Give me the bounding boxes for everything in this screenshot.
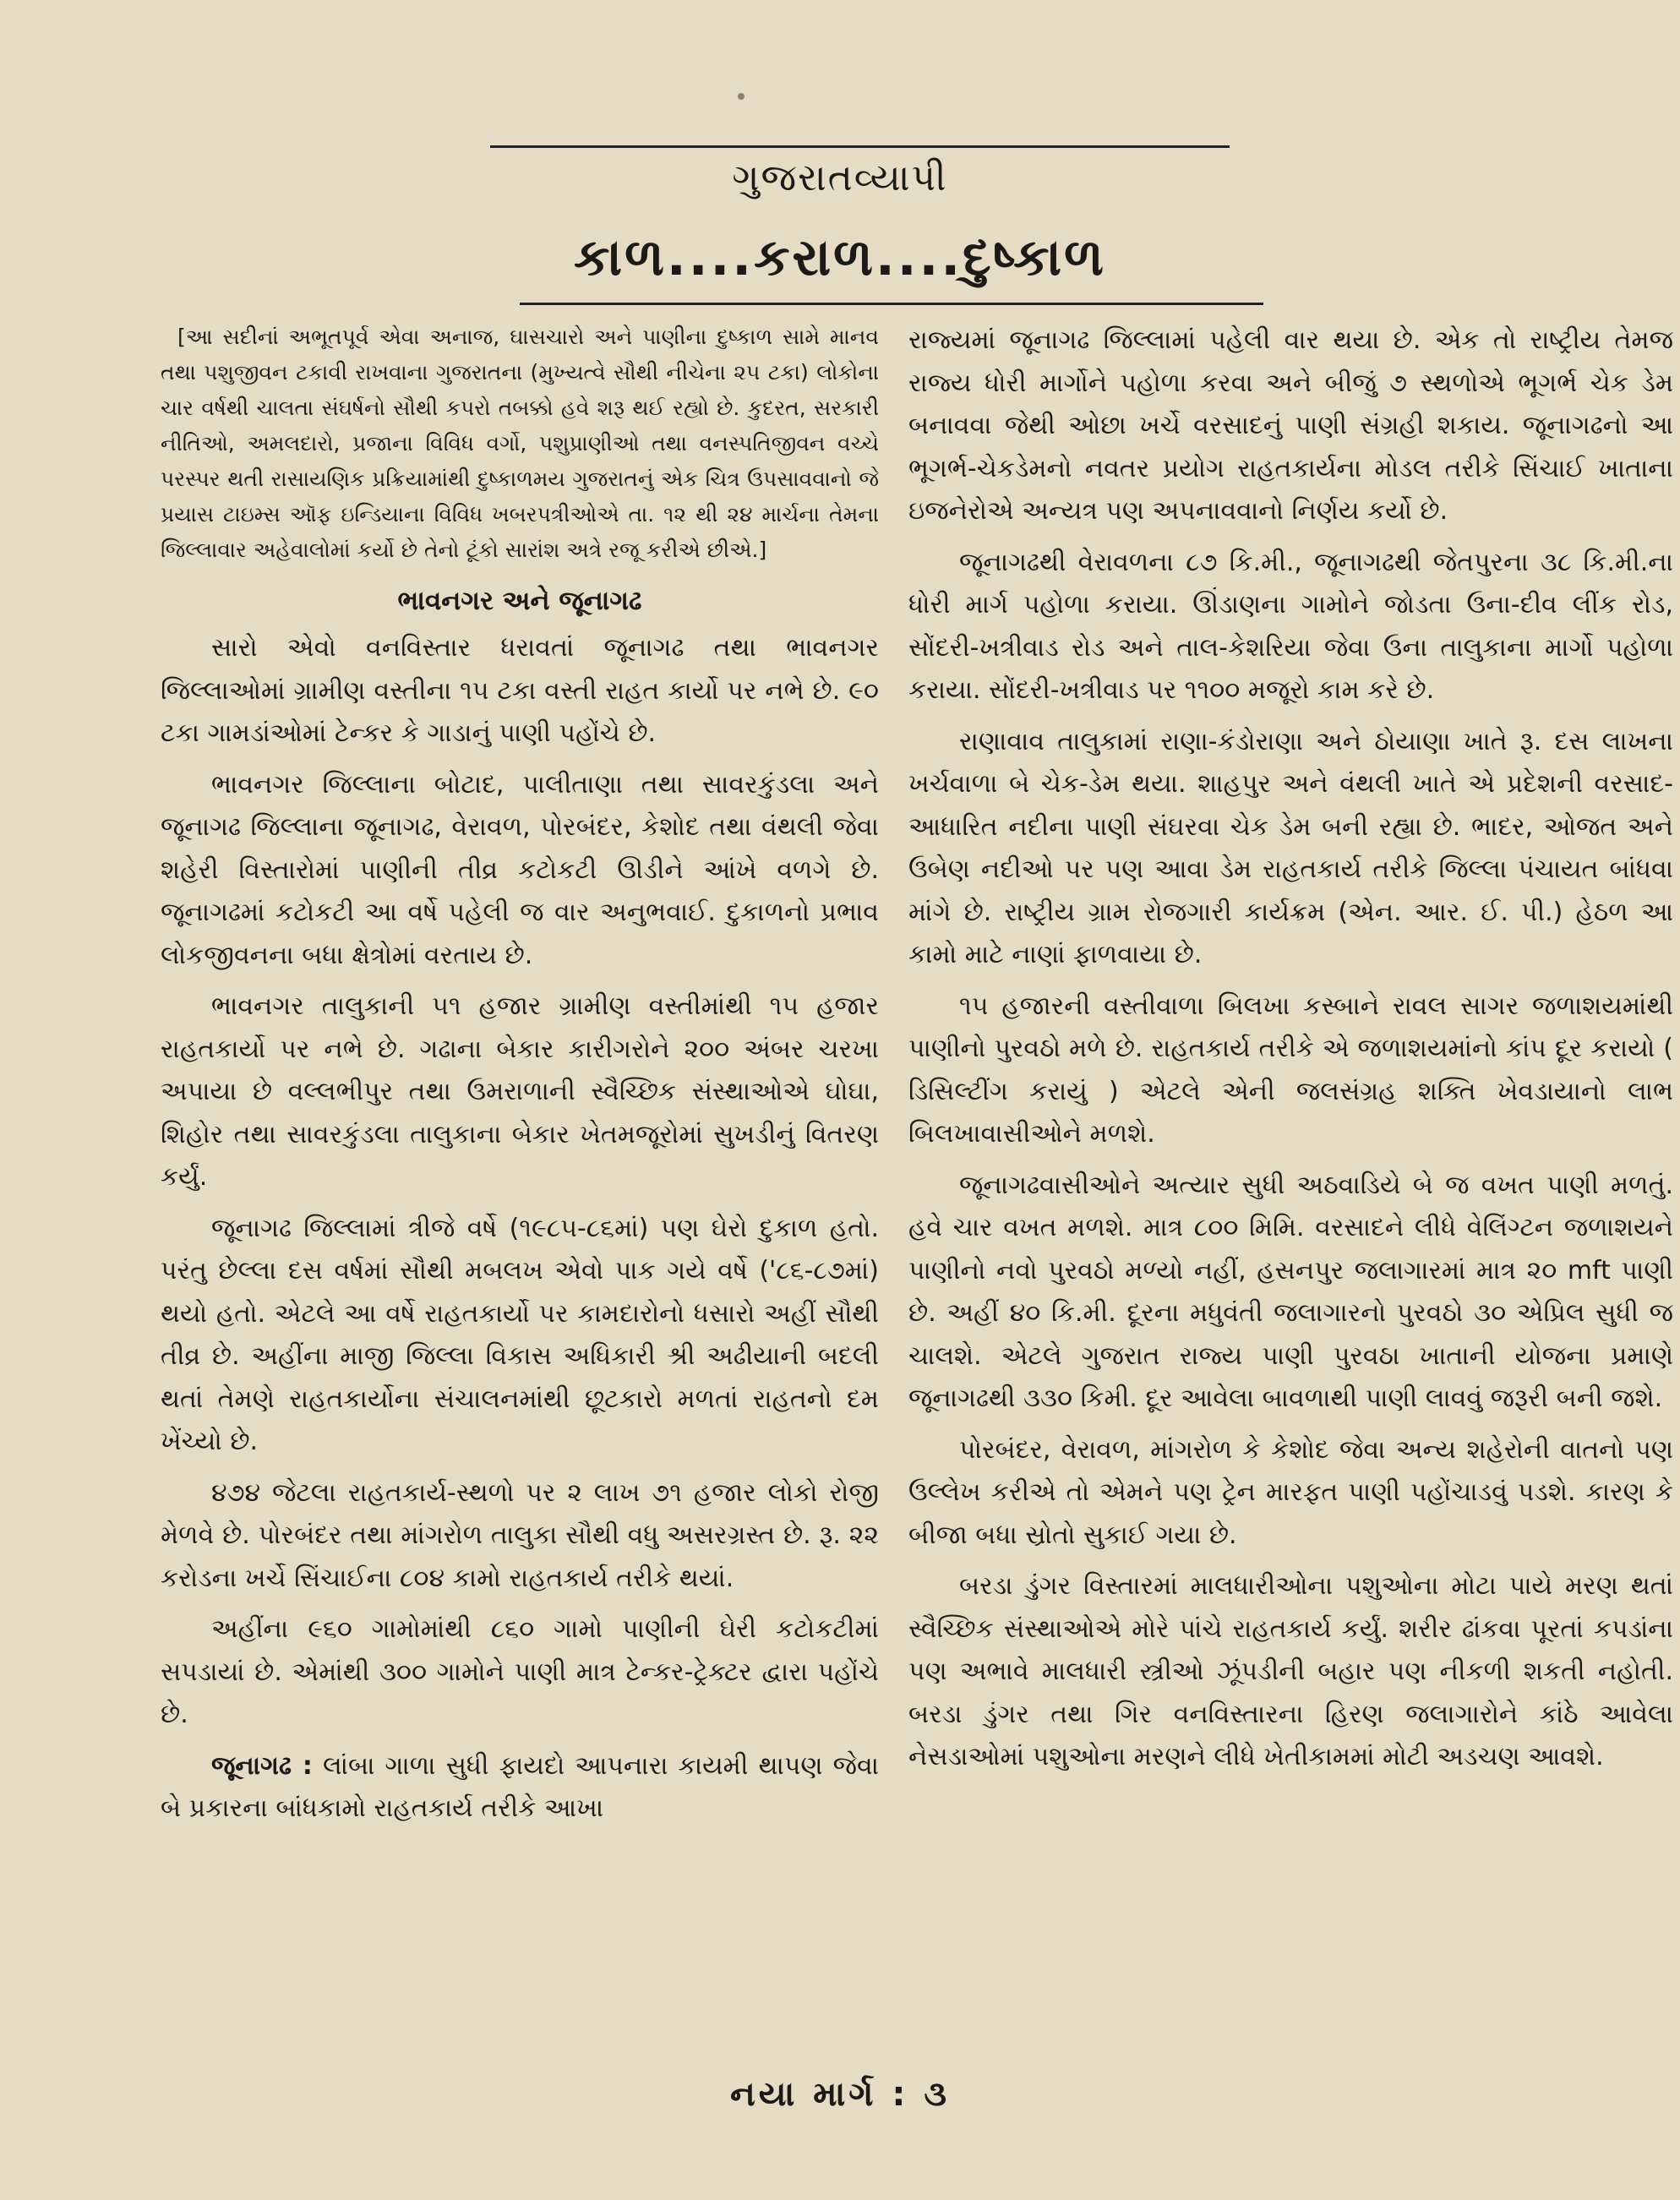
paragraph	[161, 1745, 879, 1831]
section-kicker: ગુજરાતવ્યાપી	[732, 156, 948, 199]
paragraph: રાજ્યમાં જૂનાગઢ જિલ્લામાં પહેલી વાર થયા છે. એક તો રાષ્ટ્રીય તેમજ રાજ્ય ધોરી માર્ગોને પહોળા કરવા અને બીજું ૭ સ્થળોએ ભૂગર્ભ ચેક ડેમ બનાવવા જેથી ઓછા ખર્ચે વરસાદનું પાણી સંગ્રહી શકાય. જૂનાગઢનો આ ભૂગર્ભ-ચેકડેમનો નવતર પ્રયોગ રાહતકાર્યના મોડલ તરીકે સિંચાઈ ખાતાના ઇજનેરોએ અન્યત્ર પણ અપનાવવાનો નિર્ણય કર્યો છે.	[908, 325, 1673, 526]
left-column	[161, 319, 879, 1839]
paragraph: અહીંના ૯૬૦ ગામોમાંથી ૮૬૦ ગામો પાણીની ઘેરી કટોકટીમાં સપડાયાં છે. એમાંથી ૩૦૦ ગામોને પાણી માત્ર ટેન્કર-ટ્રેક્ટર દ્વારા પહોંચે છે.	[161, 1614, 879, 1729]
paragraph: જૂનાગઢવાસીઓને અત્યાર સુધી અઠવાડિયે બે જ વખત પાણી મળતું. હવે ચાર વખત મળશે. માત્ર ૮૦૦ મિમિ. વરસાદને લીધે વેલિંગ્ટન જળાશયને પાણીનો નવો પુરવઠો મળ્યો નહીં, હસનપુર જલાગારમાં માત્ર ૨૦ mft પાણી છે. અહીં ૪૦ કિ.મી. દૂરના મધુવંતી જલાગારનો પુરવઠો ૩૦ એપ્રિલ સુધી જ ચાલશે. એટલે ગુજરાત રાજ્ય પાણી પુરવઠા ખાતાની યોજના પ્રમાણે જૂનાગઢથી ૩૩૦ કિમી. દૂર આવેલા બાવળાથી પાણી લાવવું જરૂરી બની જશે.	[908, 1170, 1673, 1413]
paragraph: બરડા ડુંગર વિસ્તારમાં માલધારીઓના પશુઓના મોટા પાયે મરણ થતાં સ્વૈચ્છિક સંસ્થાઓએ મોરે પાંચે રાહતકાર્ય કર્યું. શરીર ઢાંકવા પૂરતાં કપડાંના પણ અભાવે માલધારી સ્ત્રીઓ ઝૂંપડીની બહાર પણ નીકળી શકતી નહોતી. બરડા ડુંગર તથા ગિર વનવિસ્તારના હિરણ જલાગારોને કાંઠે આવેલા નેસડાઓમાં પશુઓના મરણને લીધે ખેતીકામમાં મોટી અડચણ આવશે.	[908, 1571, 1673, 1771]
top-rule	[490, 145, 1230, 148]
paragraph: ભાવનગર જિલ્લાના બોટાદ, પાલીતાણા તથા સાવરકુંડલા અને જૂનાગઢ જિલ્લાના જૂનાગઢ, વેરાવળ, પોરબંદર, કેશોદ તથા વંથલી જેવા શહેરી વિસ્તારોમાં પાણીની તીવ્ર કટોકટી ઊડીને આંખે વળગે છે. જૂનાગઢમાં કટોકટી આ વર્ષે પહેલી જ વાર અનુભવાઈ. દુકાળનો પ્રભાવ લોકજીવનના બધા ક્ષેત્રોમાં વરતાય છે.	[161, 769, 879, 970]
page-footer: નયા માર્ગ : ૩	[729, 2075, 950, 2114]
paragraph-lead: જૂનાગઢ :	[211, 1750, 313, 1781]
bottom-rule	[520, 303, 1263, 305]
intro-paragraph: [આ સદીનાં અભૂતપૂર્વ એવા અનાજ, ઘાસચારો અને પાણીના દુષ્કાળ સામે માનવ તથા પશુજીવન ટકાવી રાખવાના ગુજરાતના (મુખ્યત્વે સૌથી નીચેના ૨૫ ટકા) લોકોના ચાર વર્ષથી ચાલતા સંઘર્ષનો સૌથી કપરો તબક્કો હવે શરૂ થઈ રહ્યો છે. કુદરત, સરકારી નીતિઓ, અમલદારો, પ્રજાના વિવિધ વર્ગો, પશુપ્રાણીઓ તથા વનસ્પતિજીવન વચ્ચે પરસ્પર થતી રાસાયણિક પ્રક્રિયામાંથી દુષ્કાળમય ગુજરાતનું એક ચિત્ર ઉપસાવવાનો જે પ્રયાસ ટાઇમ્સ ઑફ ઇન્ડિયાના વિવિધ ખબરપત્રીઓએ તા. ૧૨ થી ૨૪ માર્ચના તેમના જિલ્લાવાર અહેવાલોમાં કર્યો છે તેનો ટૂંકો સારાંશ અત્રે રજૂ કરીએ છીએ.]	[161, 325, 879, 562]
paragraph: ભાવનગર તાલુકાની ૫૧ હજાર ગ્રામીણ વસ્તીમાંથી ૧૫ હજાર રાહતકાર્યો પર નભે છે. ગઢાના બેકાર કારીગરોને ૨૦૦ અંબર ચરખા અપાયા છે વલ્લભીપુર તથા ઉમરાળાની સ્વૈચ્છિક સંસ્થાઓએ ઘોઘા, શિહોર તથા સાવરકુંડલા તાલુકાના બેકાર ખેતમજૂરોમાં સુખડીનું વિતરણ કર્યું.	[161, 991, 879, 1192]
paragraph: સારો એવો વનવિસ્તાર ધરાવતાં જૂનાગઢ તથા ભાવનગર જિલ્લાઓમાં ગ્રામીણ વસ્તીના ૧૫ ટકા વસ્તી રાહત કાર્યો પર નભે છે. ૯૦ ટકા ગામડાંઓમાં ટેન્કર કે ગાડાનું પાણી પહોંચે છે.	[161, 633, 879, 748]
paragraph: ૧૫ હજારની વસ્તીવાળા બિલખા કસ્બાને રાવલ સાગર જળાશયમાંથી પાણીનો પુરવઠો મળે છે. રાહતકાર્ય તરીકે એ જળાશયમાંનો કાંપ દૂર કરાયો ( ડિસિલ્ટીંગ કરાયું ) એટલે એની જલસંગ્રહ શક્તિ ખેવડાયાનો લાભ બિલખાવાસીઓને મળશે.	[908, 991, 1673, 1149]
paragraph: પોરબંદર, વેરાવળ, માંગરોળ કે કેશોદ જેવા અન્ય શહેરોની વાતનો પણ ઉલ્લેખ કરીએ તો એમને પણ ટ્રેન મારફત પાણી પહોંચાડવું પડશે. કારણ કે બીજા બધા સ્રોતો સુકાઈ ગયા છે.	[908, 1434, 1673, 1550]
ink-spot	[738, 93, 745, 100]
right-column	[908, 319, 1673, 1788]
paragraph: જૂનાગઢ જિલ્લામાં ત્રીજે વર્ષે (૧૯૮૫-૮૬માં) પણ ઘેરો દુકાળ હતો. પરંતુ છેલ્લા દસ વર્ષમાં સૌથી મબલખ એવો પાક ગયે વર્ષે ('૮૬-૮૭માં) થયો હતો. એટલે આ વર્ષે રાહતકાર્યો પર કામદારોનો ધસારો અહીં સૌથી તીવ્ર છે. અહીંના માજી જિલ્લા વિકાસ અધિકારી શ્રી અઢીયાની બદલી થતાં તેમણે રાહતકાર્યોના સંચાલનમાંથી છૂટકારો મળતાં રાહતનો દમ ખેંચ્યો છે.	[161, 1213, 879, 1456]
paragraph-text: લાંબા ગાળા સુધી ફાયદો આપનારા કાયમી થાપણ જેવા બે પ્રકારના બાંધકામો રાહતકાર્ય તરીકે આખા	[161, 1750, 879, 1823]
section-heading: ભાવનગર અને જૂનાગઢ	[397, 586, 642, 616]
paragraph: ૪૭૪ જેટલા રાહતકાર્ય-સ્થળો પર ૨ લાખ ૭૧ હજાર લોકો રોજી મેળવે છે. પોરબંદર તથા માંગરોળ તાલુકા સૌથી વધુ અસરગ્રસ્ત છે. રૂ. ૨૨ કરોડના ખર્ચે સિંચાઈના ૮૦૪ કામો રાહતકાર્ય તરીકે થયાં.	[161, 1477, 879, 1593]
paragraph: જૂનાગઢથી વેરાવળના ૮૭ કિ.મી., જૂનાગઢથી જેતપુરના ૩૮ કિ.મી.ના ધોરી માર્ગ પહોળા કરાયા. ઊંડાણના ગામોને જોડતા ઉના-દીવ લીંક રોડ, સોંદરી-ખત્રીવાડ રોડ અને તાલ-કેશરિયા જેવા ઉના તાલુકાના માર્ગો પહોળા કરાયા. સોંદરી-ખત્રીવાડ પર ૧૧૦૦ મજૂરો કામ કરે છે.	[908, 547, 1673, 705]
article-headline: કાળ....કરાળ....દુષ્કાળ	[574, 228, 1106, 287]
paragraph: રાણાવાવ તાલુકામાં રાણા-કંડોરાણા અને ઠોયાણા ખાતે રૂ. દસ લાખના ખર્ચવાળા બે ચેક-ડેમ થયા. શાહપુર અને વંથલી ખાતે એ પ્રદેશની વરસાદ-આધારિત નદીના પાણી સંઘરવા ચેક ડેમ બની રહ્યા છે. ભાદર, ઓજત અને ઉબેણ નદીઓ પર પણ આવા ડેમ રાહતકાર્ય તરીકે જિલ્લા પંચાયત બાંધવા માંગે છે. રાષ્ટ્રીય ગ્રામ રોજગારી કાર્યક્રમ (એન. આર. ઈ. પી.) હેઠળ આ કામો માટે નાણાં ફાળવાયા છે.	[908, 726, 1673, 969]
